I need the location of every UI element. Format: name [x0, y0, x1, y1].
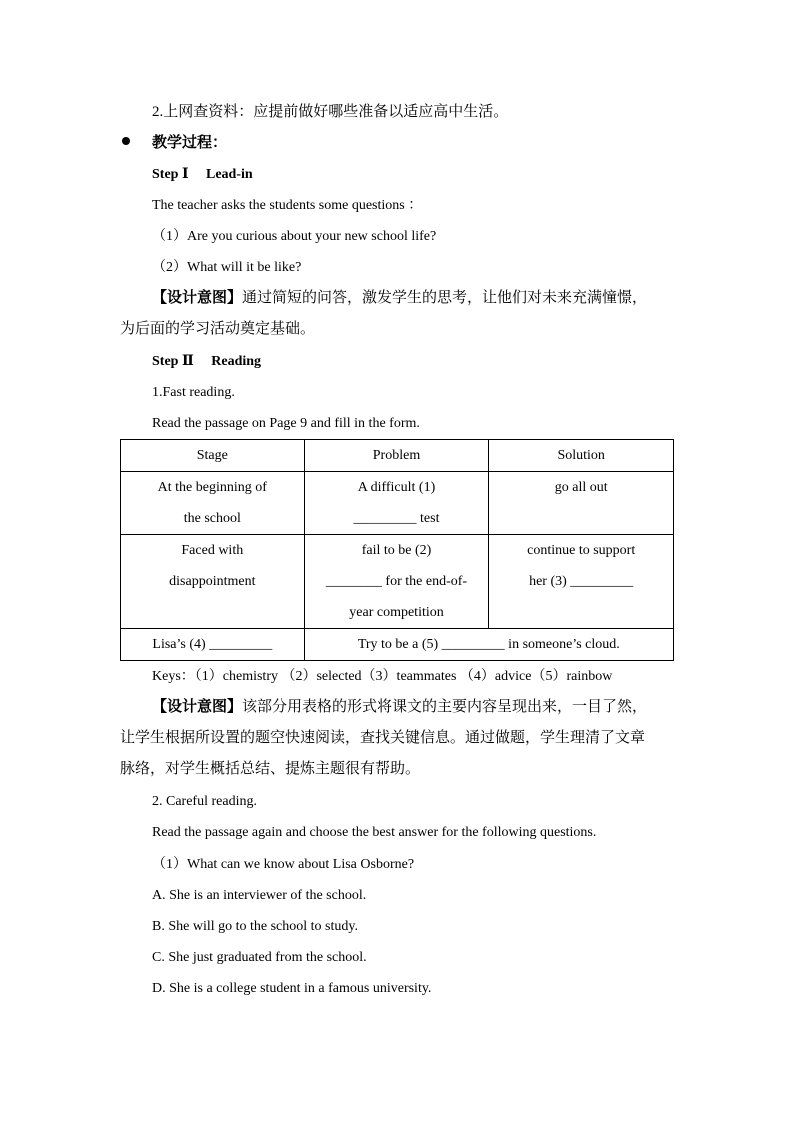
option-a: A. She is an interviewer of the school.	[152, 888, 367, 903]
step1-question-1: （1）Are you curious about your new school life?	[152, 229, 437, 244]
design-intent-2: 【设计意图】该部分用表格的形式将课文的主要内容呈现出来，一目了然， 让学生根据所设置的题空快速阅读，查找关键信息。通过做题，学生理清了文章 脉络，对学生概括总结、提炼主题很有帮助。	[120, 699, 648, 777]
step1-question-2: （2）What will it be like?	[152, 260, 302, 275]
design-intent-1: 【设计意图】通过简短的问答，激发学生的思考，让他们对未来充满憧憬， 为后面的学习活动奠定基础。	[120, 290, 648, 337]
table-cell-problem: fail to be (2) ________ for the end-of- year competition	[304, 535, 489, 629]
table-cell-stage: Faced with disappointment	[121, 535, 305, 629]
option-d: D. She is a college student in a famous university.	[152, 981, 432, 996]
table-cell-stage: At the beginning of the school	[121, 472, 305, 535]
table-cell-solution: go all out	[489, 472, 674, 535]
fast-reading-title: 1.Fast reading.	[152, 385, 235, 400]
table-cell-problem: A difficult (1) _________ test	[304, 472, 489, 535]
question-1: （1）What can we know about Lisa Osborne?	[152, 857, 415, 872]
careful-reading-instruction: Read the passage again and choose the best answer for the following questions.	[152, 825, 597, 840]
option-b: B. She will go to the school to study.	[152, 919, 358, 934]
design-intent-label: 【设计意图】	[152, 290, 243, 306]
table-header-row	[121, 440, 674, 472]
table-header-stage: Stage	[121, 440, 305, 472]
table-header-solution: Solution	[489, 440, 674, 472]
table-cell-solution: continue to support her (3) _________	[489, 535, 674, 629]
section-title: 教学过程：	[152, 135, 228, 151]
fast-reading-instruction: Read the passage on Page 9 and fill in the form.	[152, 416, 420, 431]
design-intent-label: 【设计意图】	[152, 699, 243, 715]
careful-reading-title: 2. Careful reading.	[152, 794, 257, 809]
table-row	[121, 629, 674, 661]
step1-heading: Step Ⅰ Lead-in	[152, 167, 253, 182]
table-row	[121, 472, 674, 535]
bullet-icon	[122, 137, 130, 145]
step1-intro: The teacher asks the students some questions ：	[152, 198, 423, 213]
answer-keys: Keys：（1）chemistry （2）selected（3）teammates （4）advice（5）rainbow	[152, 669, 613, 684]
table-cell-stage: Lisa’s (4) _________	[121, 629, 305, 661]
table-header-problem: Problem	[304, 440, 489, 472]
table-row	[121, 535, 674, 629]
option-c: C. She just graduated from the school.	[152, 950, 367, 965]
reading-form-table	[120, 439, 674, 661]
prep-item: 2.上网查资料：应提前做好哪些准备以适应高中生活。	[152, 104, 509, 120]
table-cell-merged: Try to be a (5) _________ in someone’s cloud.	[304, 629, 673, 661]
step2-heading: Step Ⅱ Reading	[152, 354, 262, 369]
